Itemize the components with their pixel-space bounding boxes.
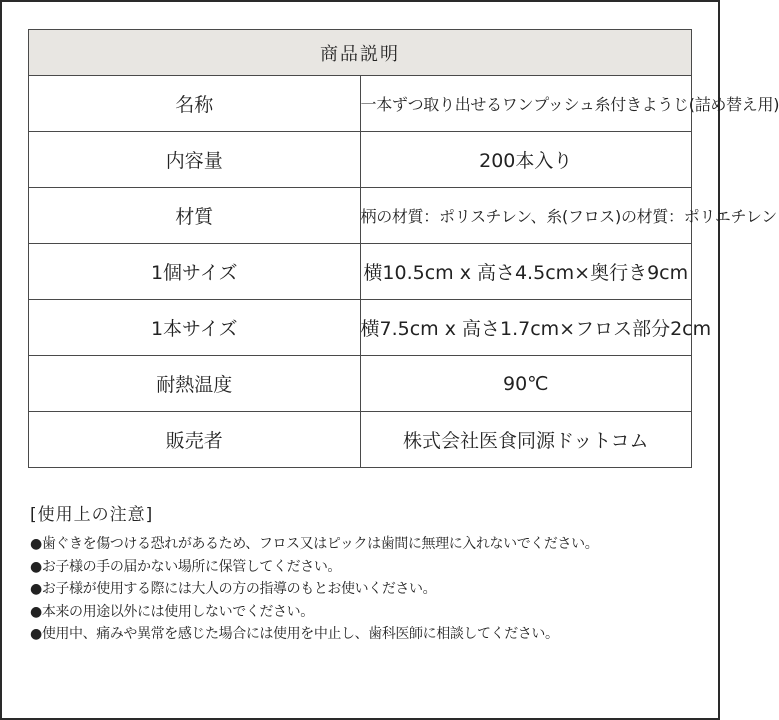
row-value: 株式会社医食同源ドットコム [360,412,692,468]
row-value: 横7.5cm x 高さ1.7cm×フロス部分2cm [360,300,692,356]
note-item: ●使用中、痛みや異常を感じた場合には使用を中止し、歯科医師に相談してください。 [30,626,559,642]
row-label: 材質 [29,188,361,244]
row-label: 名称 [29,76,361,132]
row-value: 90℃ [360,356,692,412]
row-value: 一本ずつ取り出せるワンプッシュ糸付きようじ(詰め替え用) [360,76,692,132]
row-label: 耐熱温度 [29,356,361,412]
row-label: 販売者 [29,412,361,468]
row-value: 柄の材質：ポリスチレン、糸(フロス)の材質：ポリエチレン [360,188,692,244]
table-row-material [29,188,692,244]
notes-title: [使用上の注意] [30,505,154,525]
table-row-unit-size [29,244,692,300]
note-item: ●本来の用途以外には使用しないでください。 [30,603,314,620]
product-spec-table [28,29,779,468]
row-label: 1本サイズ [29,300,361,356]
row-value: 横10.5cm x 高さ4.5cm×奥行き9cm [360,244,692,300]
note-item: ●お子様の手の届かない場所に保管してください。 [30,558,342,575]
row-label: 1個サイズ [29,244,361,300]
table-header: 商品説明 [29,30,692,76]
note-item: ●歯ぐきを傷つける恐れがあるため、フロス又はピックは歯間に無理に入れないでください。 [30,536,599,552]
note-item: ●お子様が使用する際には大人の方の指導のもとお使いください。 [30,581,437,597]
table-row-quantity [29,132,692,188]
usage-notes [30,500,700,646]
table-row-heat-resistance [29,356,692,412]
table-row-piece-size [29,300,692,356]
table-row-seller [29,412,692,468]
table-row-name [29,76,692,132]
row-value: 200本入り [360,132,692,188]
row-label: 内容量 [29,132,361,188]
